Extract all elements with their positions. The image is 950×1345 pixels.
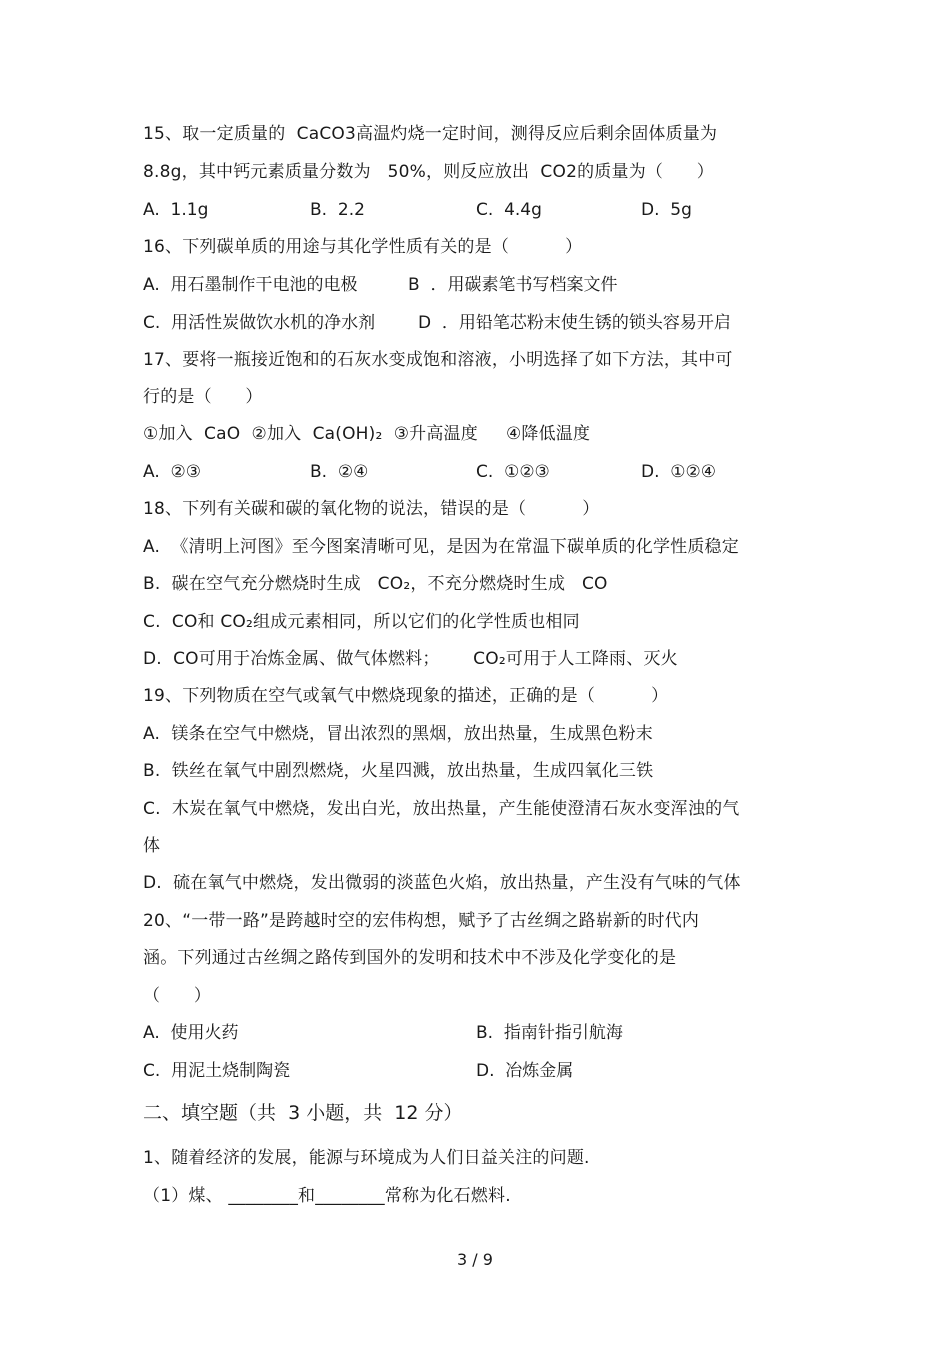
q18-option-c: C. CO和 CO₂组成元素相同，所以它们的化学性质也相同 — [143, 612, 580, 632]
q15-line1: 15、取一定质量的 CaCO3高温灼烧一定时间，测得反应后剩余固体质量为 — [143, 124, 718, 144]
q19-option-a: A. 镁条在空气中燃烧，冒出浓烈的黑烟，放出热量，生成黑色粉末 — [143, 724, 653, 744]
q15-option-b: B. 2.2 — [310, 200, 365, 220]
q16-option-a: A. 用石墨制作干电池的电极 — [143, 275, 358, 295]
q17-option-c: C. ①②③ — [476, 462, 550, 482]
section-heading: 二、填空题（共 3 小题，共 12 分） — [143, 1102, 463, 1124]
q19-option-d: D. 硫在氧气中燃烧，发出微弱的淡蓝色火焰，放出热量，产生没有气味的气体 — [143, 873, 741, 893]
q17-option-b: B. ②④ — [310, 462, 369, 482]
q16-option-b: B ．用碳素笔书写档案文件 — [408, 275, 618, 295]
q20-line2: 涵。下列通过古丝绸之路传到国外的发明和技术中不涉及化学变化的是 — [143, 948, 677, 968]
q17-option-d: D. ①②④ — [641, 462, 717, 482]
q18-option-a: A. 《清明上河图》至今图案清晰可见，是因为在常温下碳单质的化学性质稳定 — [143, 537, 739, 557]
q16-option-c: C. 用活性炭做饮水机的净水剂 — [143, 313, 376, 333]
q16-option-d: D ．用铅笔芯粉末使生锈的锁头容易开启 — [418, 313, 731, 333]
q18-option-d: D. CO可用于冶炼金属、做气体燃料； CO₂可用于人工降雨、灭火 — [143, 649, 678, 669]
q19-option-b: B. 铁丝在氧气中剧烈燃烧，火星四溅，放出热量，生成四氧化三铁 — [143, 761, 654, 781]
q20-option-a: A. 使用火药 — [143, 1023, 239, 1043]
page-number: 3 / 9 — [457, 1250, 493, 1269]
q18-option-b: B. 碳在空气充分燃烧时生成 CO₂，不充分燃烧时生成 CO — [143, 574, 608, 594]
q18-stem: 18、下列有关碳和碳的氧化物的说法，错误的是（ ） — [143, 499, 600, 519]
q20-option-d: D. 冶炼金属 — [476, 1061, 574, 1081]
q17-line2: 行的是（ ） — [143, 387, 263, 407]
q20-line1: 20、“一带一路”是跨越时空的宏伟构想，赋予了古丝绸之路崭新的时代内 — [143, 911, 700, 931]
q20-option-c: C. 用泥土烧制陶瓷 — [143, 1061, 291, 1081]
q15-option-d: D. 5g — [641, 200, 692, 220]
q15-line2: 8.8g，其中钙元素质量分数为 50%，则反应放出 CO2的质量为（ ） — [143, 162, 714, 182]
q19-option-c-line2: 体 — [143, 836, 161, 856]
q17-line1: 17、要将一瓶接近饱和的石灰水变成饱和溶液，小明选择了如下方法，其中可 — [143, 350, 733, 370]
section2-q1-stem: 1、随着经济的发展，能源与环境成为人们日益关注的问题. — [143, 1148, 590, 1168]
q19-option-c-line1: C. 木炭在氧气中燃烧，发出白光，放出热量，产生能使澄清石灰水变浑浊的气 — [143, 799, 740, 819]
q16-stem: 16、下列碳单质的用途与其化学性质有关的是（ ） — [143, 237, 583, 257]
q17-option-a: A. ②③ — [143, 462, 202, 482]
q20-option-b: B. 指南针指引航海 — [476, 1023, 623, 1043]
q15-option-c: C. 4.4g — [476, 200, 542, 220]
q17-methods: ①加入 CaO ②加入 Ca(OH)₂ ③升高温度 ④降低温度 — [143, 424, 591, 444]
q20-line3: （ ） — [143, 986, 212, 1006]
section2-q1-sub1: （1）煤、 ________和________常称为化石燃料. — [143, 1186, 511, 1206]
q19-stem: 19、下列物质在空气或氧气中燃烧现象的描述，正确的是（ ） — [143, 686, 669, 706]
q15-option-a: A. 1.1g — [143, 200, 209, 220]
